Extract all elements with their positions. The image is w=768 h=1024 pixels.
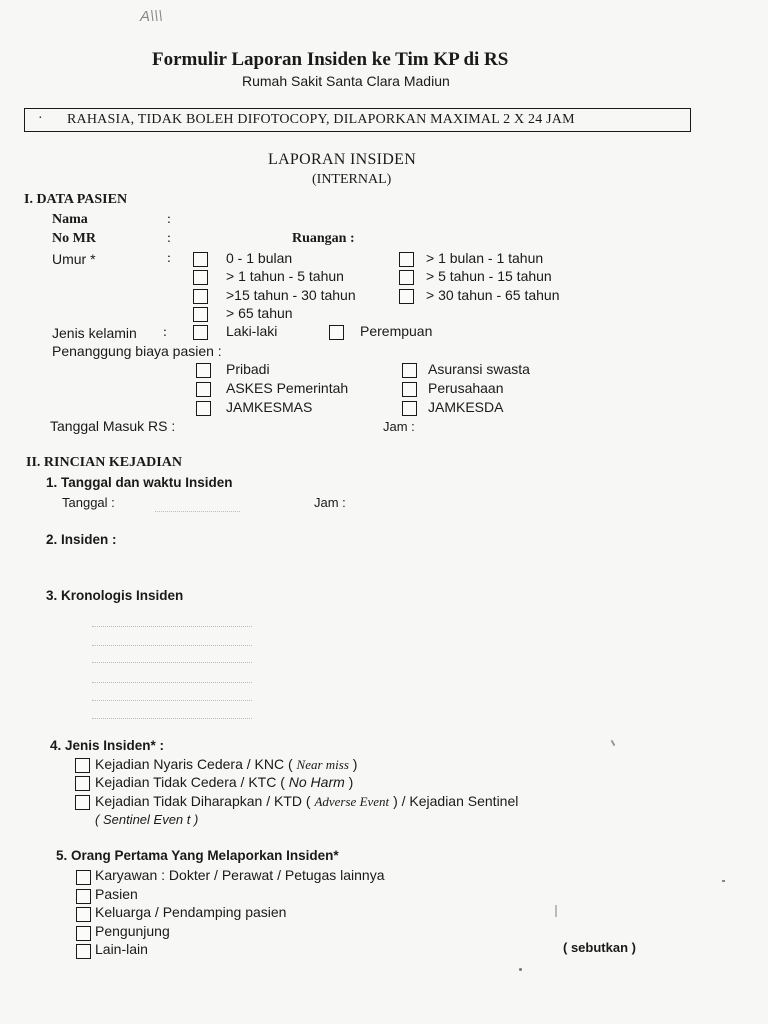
- kronologis-line[interactable]: [92, 700, 252, 701]
- umur-option-label: > 5 tahun - 15 tahun: [426, 268, 552, 284]
- umur-option-label: 0 - 1 bulan: [226, 250, 293, 266]
- reporter-option-label: Pengunjung: [95, 923, 170, 939]
- lain-lain-checkbox[interactable]: [76, 944, 91, 959]
- sebutkan-label: ( sebutkan ): [563, 940, 636, 955]
- karyawan-checkbox[interactable]: [76, 870, 91, 885]
- laki-laki-checkbox[interactable]: [193, 325, 208, 340]
- form-title: LAPORAN INSIDEN: [268, 151, 417, 168]
- umur-5-15-tahun-checkbox[interactable]: [399, 270, 414, 285]
- section-rincian-kejadian-heading: II. RINCIAN KEJADIAN: [26, 455, 182, 470]
- pengunjung-checkbox[interactable]: [76, 926, 91, 941]
- payer-option-label: Asuransi swasta: [428, 361, 530, 377]
- umur-colon: :: [167, 251, 171, 266]
- notice-bullet: ·: [38, 111, 43, 126]
- reporter-option-label: Karyawan : Dokter / Perawat / Petugas lainnya: [95, 867, 385, 883]
- umur-15-30-tahun-checkbox[interactable]: [193, 289, 208, 304]
- nomr-label: No MR: [52, 231, 96, 246]
- jenis-option-ktd: [95, 793, 518, 810]
- scan-speck: [611, 740, 616, 746]
- reporter-option-label: Pasien: [95, 886, 138, 902]
- umur-option-label: > 30 tahun - 65 tahun: [426, 287, 560, 303]
- hospital-name: Rumah Sakit Santa Clara Madiun: [242, 73, 450, 89]
- scan-speck: [519, 968, 522, 971]
- kronologis-line[interactable]: [92, 662, 252, 663]
- kronologis-line[interactable]: [92, 645, 252, 646]
- asuransi-swasta-checkbox[interactable]: [402, 363, 417, 378]
- nama-label: Nama: [52, 212, 88, 227]
- tanggal-insiden-label: Tanggal :: [62, 495, 115, 510]
- corner-handwritten-note: A\\\: [140, 8, 163, 25]
- confidential-notice-text: RAHASIA, TIDAK BOLEH DIFOTOCOPY, DILAPORKAN MAXIMAL 2 X 24 JAM: [67, 112, 575, 127]
- gender-option-label: Laki-laki: [226, 323, 278, 339]
- reporter-option-label: Lain-lain: [95, 941, 148, 957]
- q4-jenis-insiden-label: 4. Jenis Insiden* :: [50, 738, 165, 753]
- jam-masuk-label: Jam :: [383, 419, 415, 434]
- perempuan-checkbox[interactable]: [329, 325, 344, 340]
- jenis-sentinel-continuation: ( Sentinel Even t ): [95, 812, 199, 827]
- jamkesda-checkbox[interactable]: [402, 401, 417, 416]
- jam-insiden-label: Jam :: [314, 495, 346, 510]
- gender-option-label: Perempuan: [360, 323, 433, 339]
- q3-kronologis-label: 3. Kronologis Insiden: [46, 588, 184, 603]
- kronologis-line[interactable]: [92, 682, 252, 683]
- umur-0-1-bulan-checkbox[interactable]: [193, 252, 208, 267]
- pasien-checkbox[interactable]: [76, 889, 91, 904]
- jenis-option-end: ): [348, 774, 354, 790]
- confidential-notice-box: [24, 108, 691, 132]
- umur-65-tahun-checkbox[interactable]: [193, 307, 208, 322]
- jenis-option-italic: Near miss: [296, 757, 349, 772]
- ktc-checkbox[interactable]: [75, 776, 90, 791]
- jenis-kelamin-label: Jenis kelamin: [52, 325, 137, 341]
- reporter-option-label: Keluarga / Pendamping pasien: [95, 904, 287, 920]
- umur-1-5-tahun-checkbox[interactable]: [193, 270, 208, 285]
- ruangan-label: Ruangan :: [292, 231, 355, 246]
- q1-tanggal-waktu-label: 1. Tanggal dan waktu Insiden: [46, 475, 233, 490]
- jenis-option-italic: Adverse Event: [314, 794, 390, 809]
- payer-option-label: Pribadi: [226, 361, 270, 377]
- kronologis-line[interactable]: [92, 718, 252, 719]
- umur-label: Umur *: [52, 251, 96, 267]
- jenis-option-knc: [95, 756, 357, 773]
- jenis-option-ktc: [95, 774, 353, 790]
- jenis-option-text: Kejadian Tidak Cedera / KTC (: [95, 774, 285, 790]
- jenis-option-italic: No Harm: [288, 774, 345, 790]
- umur-option-label: >15 tahun - 30 tahun: [226, 287, 356, 303]
- penanggung-biaya-label: Penanggung biaya pasien :: [52, 343, 222, 359]
- jamkesmas-checkbox[interactable]: [196, 401, 211, 416]
- scan-speck: [722, 880, 725, 882]
- nama-colon: :: [167, 212, 171, 227]
- jenis-option-text: Kejadian Nyaris Cedera / KNC (: [95, 756, 293, 772]
- knc-checkbox[interactable]: [75, 758, 90, 773]
- jenis-option-text: Kejadian Tidak Diharapkan / KTD (: [95, 793, 311, 809]
- form-header-title: Formulir Laporan Insiden ke Tim KP di RS: [152, 49, 509, 70]
- jenis-kelamin-colon: :: [163, 325, 167, 340]
- umur-1bulan-1tahun-checkbox[interactable]: [399, 252, 414, 267]
- umur-option-label: > 1 bulan - 1 tahun: [426, 250, 544, 266]
- section-data-pasien-heading: I. DATA PASIEN: [24, 192, 128, 207]
- payer-option-label: JAMKESDA: [428, 399, 504, 415]
- umur-option-label: > 65 tahun: [226, 305, 293, 321]
- kronologis-line[interactable]: [92, 626, 252, 627]
- jenis-option-end: ) / Kejadian Sentinel: [393, 793, 519, 809]
- askes-pemerintah-checkbox[interactable]: [196, 382, 211, 397]
- keluarga-checkbox[interactable]: [76, 907, 91, 922]
- q5-pelapor-label: 5. Orang Pertama Yang Melaporkan Insiden*: [56, 848, 339, 863]
- tanggal-insiden-field[interactable]: [155, 511, 240, 512]
- pribadi-checkbox[interactable]: [196, 363, 211, 378]
- umur-option-label: > 1 tahun - 5 tahun: [226, 268, 344, 284]
- ktd-checkbox[interactable]: [75, 795, 90, 810]
- nomr-colon: :: [167, 231, 171, 246]
- jenis-option-end: ): [352, 756, 358, 772]
- payer-option-label: JAMKESMAS: [226, 399, 313, 415]
- perusahaan-checkbox[interactable]: [402, 382, 417, 397]
- payer-option-label: ASKES Pemerintah: [226, 380, 349, 396]
- form-subtitle: (INTERNAL): [312, 172, 392, 187]
- umur-30-65-tahun-checkbox[interactable]: [399, 289, 414, 304]
- tanggal-masuk-label: Tanggal Masuk RS :: [50, 418, 176, 434]
- q2-insiden-label: 2. Insiden :: [46, 532, 117, 547]
- scan-speck: [555, 905, 557, 917]
- payer-option-label: Perusahaan: [428, 380, 504, 396]
